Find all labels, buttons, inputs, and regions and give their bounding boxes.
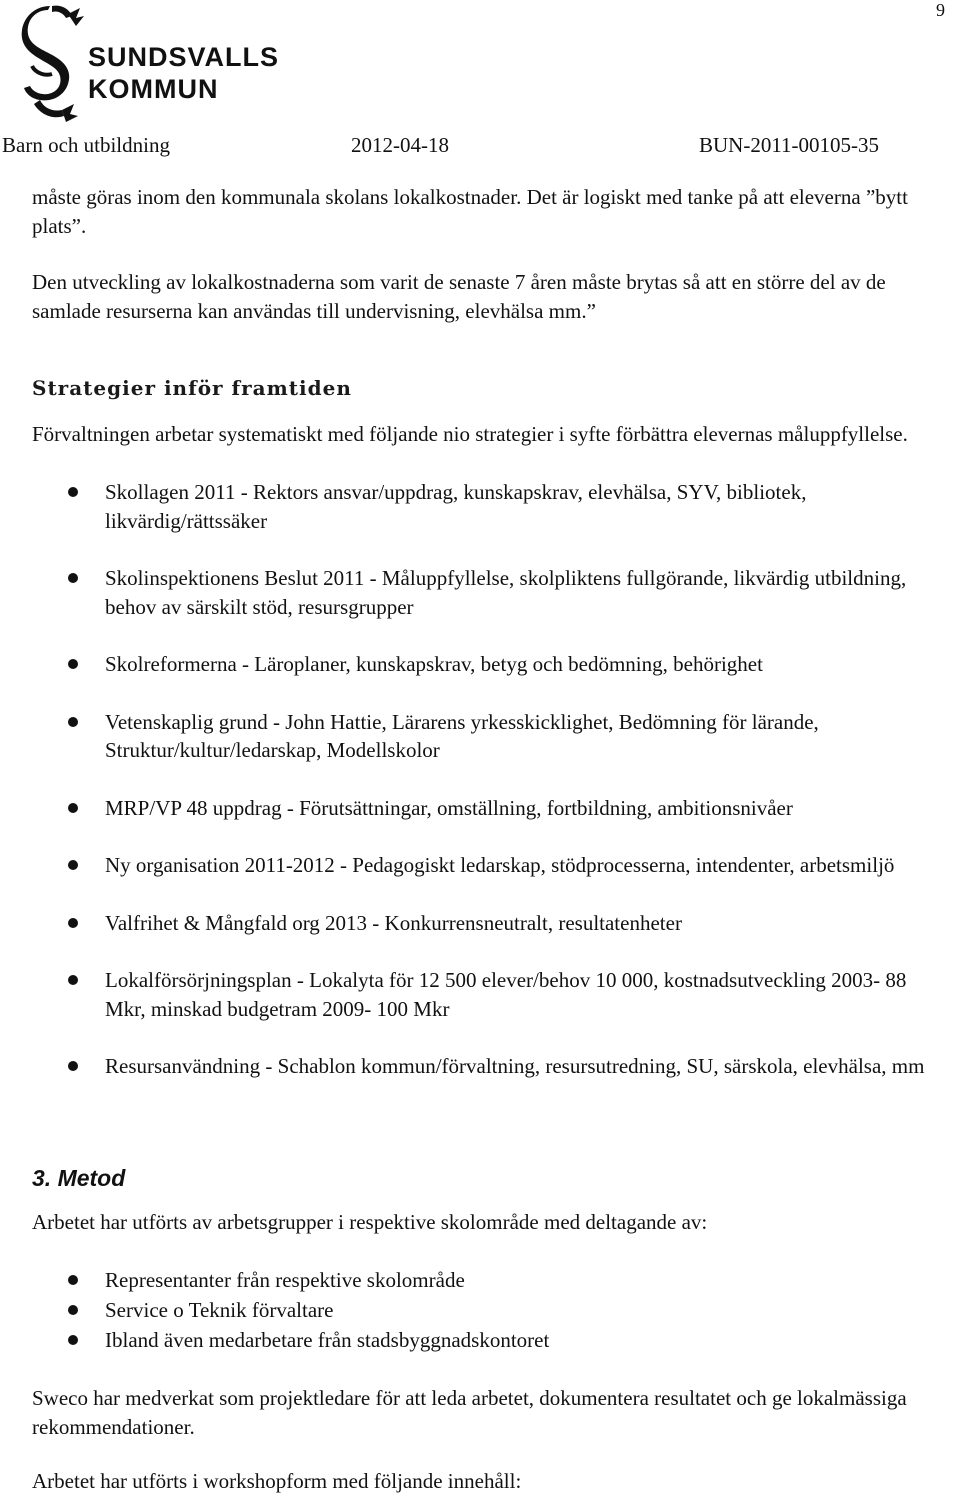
list-item: Ny organisation 2011-2012 - Pedagogiskt ledarskap, stödprocesserna, intendenter, arbetsmiljö [0,851,960,880]
header-department: Barn och utbildning [2,133,170,157]
strategy-list [0,478,960,1110]
bullet-icon [68,1061,78,1071]
list-item: Resursanvändning - Schablon kommun/förvaltning, resursutredning, SU, särskola, elevhälsa, mm [0,1052,960,1081]
bullet-icon [68,918,78,928]
list-item: Skollagen 2011 - Rektors ansvar/uppdrag, kunskapskrav, elevhälsa, SYV, bibliotek, likvärdig/rättssäker [0,478,960,535]
bullet-icon [68,573,78,583]
list-item: Valfrihet & Mångfald org 2013 - Konkurrensneutralt, resultatenheter [0,909,960,938]
bullet-icon [68,860,78,870]
paragraph-cost-development: Den utveckling av lokalkostnaderna som varit de senaste 7 åren måste brytas så att en större del av de samlade resurserna kan användas till undervisning, elevhälsa mm.” [32,270,886,323]
bullet-icon [68,487,78,497]
list-item: Skolreformerna - Läroplaner, kunskapskrav, betyg och bedömning, behörighet [0,650,960,679]
header-date: 2012-04-18 [351,133,449,157]
paragraph-method-intro: Arbetet har utförts av arbetsgrupper i respektive skolområde med deltagande av: [32,1210,708,1234]
bullet-icon [68,803,78,813]
paragraph-workshop: Arbetet har utförts i workshopform med följande innehåll: [32,1469,522,1493]
paragraph-strategies-intro: Förvaltningen arbetar systematiskt med följande nio strategier i syfte förbättra elevernas måluppfyllelse. [32,422,908,446]
list-item: Skolinspektionens Beslut 2011 - Måluppfyllelse, skolpliktens fullgörande, likvärdig utbildning, behov av särskilt stöd, resursgrupper [0,564,960,621]
bullet-icon [68,975,78,985]
list-item: Ibland även medarbetare från stadsbyggnadskontoret [0,1326,960,1355]
document-header [0,133,960,161]
section-heading-strategies: Strategier inför framtiden [32,376,352,400]
participant-list [0,1266,960,1356]
section-heading-method: 3. Metod [32,1165,126,1191]
paragraph-sweco: Sweco har medverkat som projektledare för att leda arbetet, dokumentera resultatet och ge lokalmässiga rekommendationer. [32,1386,907,1439]
bullet-icon [68,1275,78,1285]
header-reference: BUN-2011-00105-35 [699,133,880,157]
list-item: MRP/VP 48 uppdrag - Förutsättningar, omställning, fortbildning, ambitionsnivåer [0,794,960,823]
logo-line1: SUNDSVALLS [88,42,280,72]
list-item: Representanter från respektive skolområde [0,1266,960,1295]
logo-line2: KOMMUN [88,74,219,104]
page-number: 9 [936,0,945,20]
list-item: Lokalförsörjningsplan - Lokalyta för 12 500 elever/behov 10 000, kostnadsutveckling 2003- 88 Mkr, minskad budgetram 2009- 100 Mkr [0,966,960,1023]
dragon-emblem-icon [18,4,86,126]
list-item: Service o Teknik förvaltare [0,1296,960,1325]
paragraph-continued: måste göras inom den kommunala skolans lokalkostnader. Det är logiskt med tanke på att eleverna ”bytt plats”. [32,185,908,238]
bullet-icon [68,1305,78,1315]
list-item: Vetenskaplig grund - John Hattie, Lärarens yrkesskicklighet, Bedömning för lärande, Struktur/kultur/ledarskap, Modellskolor [0,708,960,765]
municipality-logo [18,4,280,126]
bullet-icon [68,1335,78,1345]
bullet-icon [68,659,78,669]
bullet-icon [68,717,78,727]
